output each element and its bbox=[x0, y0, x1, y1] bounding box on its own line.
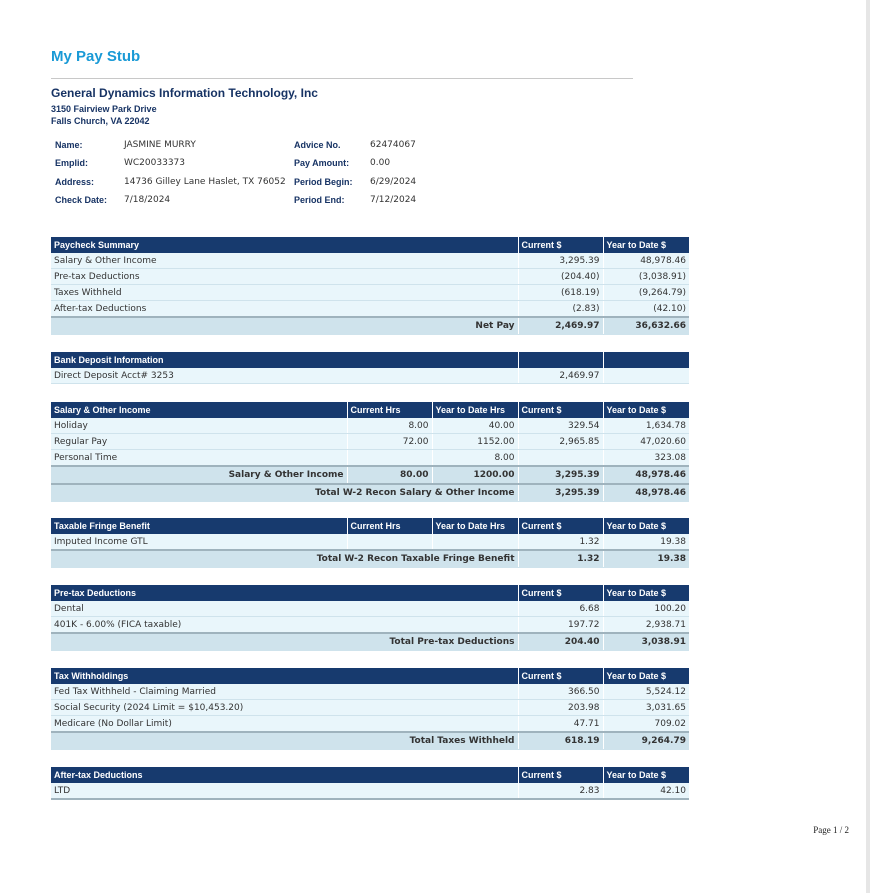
table-header bbox=[51, 585, 689, 601]
row-label: Salary & Other Income bbox=[51, 253, 518, 269]
total-ytd: 9,264.79 bbox=[603, 732, 689, 750]
row-label: Social Security (2024 Limit = $10,453.20) bbox=[51, 700, 518, 716]
current-amount bbox=[518, 450, 603, 467]
column-header: Current $ bbox=[518, 402, 603, 418]
total-current: 204.40 bbox=[518, 633, 603, 651]
current-amount: (2.83) bbox=[518, 301, 603, 318]
page-number: Page 1 / 2 bbox=[813, 825, 849, 835]
column-header: Current $ bbox=[518, 585, 603, 601]
table-header bbox=[51, 352, 689, 368]
table-row bbox=[51, 700, 689, 716]
ytd-hours bbox=[432, 534, 518, 550]
ytd-amount: 48,978.46 bbox=[603, 253, 689, 269]
total-ytd: 3,038.91 bbox=[603, 633, 689, 651]
paycheck-summary-table bbox=[51, 237, 689, 335]
column-header: Current Hrs bbox=[347, 402, 432, 418]
total-label: Total Taxes Withheld bbox=[51, 732, 518, 750]
current-amount: 2,965.85 bbox=[518, 434, 603, 450]
table-header bbox=[51, 668, 689, 684]
employee-address: 14736 Gilley Lane Haslet, TX 76052 bbox=[124, 177, 286, 187]
current-hours bbox=[347, 450, 432, 467]
fringe-benefit-table bbox=[51, 518, 689, 568]
period-end: 7/12/2024 bbox=[370, 195, 417, 205]
column-header: Current $ bbox=[518, 668, 603, 684]
ytd-amount: 1,634.78 bbox=[603, 418, 689, 434]
table-row bbox=[51, 601, 689, 617]
total-current-hours: 80.00 bbox=[347, 466, 432, 484]
total-current: 3,295.39 bbox=[518, 466, 603, 484]
check-date: 7/18/2024 bbox=[124, 195, 171, 205]
ytd-amount: (3,038.91) bbox=[603, 269, 689, 285]
window-edge bbox=[866, 0, 870, 893]
column-header: Year to Date $ bbox=[603, 402, 689, 418]
check-date-label: Check Date: bbox=[55, 195, 108, 205]
total-current: 2,469.97 bbox=[518, 317, 603, 335]
total-current: 3,295.39 bbox=[518, 484, 603, 502]
column-header: Pre-tax Deductions bbox=[51, 585, 518, 601]
net-pay-total-row bbox=[51, 317, 689, 335]
column-header: Year to Date $ bbox=[603, 767, 689, 783]
fringe-total-row bbox=[51, 550, 689, 568]
company-name: General Dynamics Information Technology, Inc bbox=[51, 86, 318, 100]
row-label: Medicare (No Dollar Limit) bbox=[51, 716, 518, 733]
table-row bbox=[51, 716, 689, 733]
ytd-amount: 42.10 bbox=[603, 783, 689, 799]
column-header: Year to Date $ bbox=[603, 518, 689, 534]
total-label: Total Pre-tax Deductions bbox=[51, 633, 518, 651]
table-row bbox=[51, 418, 689, 434]
total-ytd: 36,632.66 bbox=[603, 317, 689, 335]
table-row bbox=[51, 783, 689, 799]
table-row bbox=[51, 534, 689, 550]
current-amount: 47.71 bbox=[518, 716, 603, 733]
column-header: Year to Date $ bbox=[603, 585, 689, 601]
row-label: Regular Pay bbox=[51, 434, 347, 450]
company-address-line2: Falls Church, VA 22042 bbox=[51, 116, 150, 126]
ytd-hours: 8.00 bbox=[432, 450, 518, 467]
total-label: Salary & Other Income bbox=[51, 466, 347, 484]
current-amount: (618.19) bbox=[518, 285, 603, 301]
current-hours: 8.00 bbox=[347, 418, 432, 434]
tax-withholdings-table bbox=[51, 668, 689, 750]
current-amount: 1.32 bbox=[518, 534, 603, 550]
total-current: 1.32 bbox=[518, 550, 603, 568]
deposit-amount: 2,469.97 bbox=[518, 368, 603, 384]
income-total-row bbox=[51, 466, 689, 484]
column-header: Year to Date $ bbox=[603, 668, 689, 684]
aftertax-deductions-table bbox=[51, 767, 689, 800]
table-row bbox=[51, 434, 689, 450]
table-row bbox=[51, 285, 689, 301]
w2-recon-total-row bbox=[51, 484, 689, 502]
column-header: Year to Date $ bbox=[603, 237, 689, 253]
table-row bbox=[51, 301, 689, 318]
period-begin-label: Period Begin: bbox=[294, 177, 353, 187]
total-ytd: 48,978.46 bbox=[603, 466, 689, 484]
row-label: Taxes Withheld bbox=[51, 285, 518, 301]
row-label: Fed Tax Withheld - Claiming Married bbox=[51, 684, 518, 700]
period-end-label: Period End: bbox=[294, 195, 345, 205]
address-label: Address: bbox=[55, 177, 95, 187]
column-header: Salary & Other Income bbox=[51, 402, 347, 418]
column-header: Year to Date Hrs bbox=[432, 402, 518, 418]
column-header: After-tax Deductions bbox=[51, 767, 518, 783]
pretax-total-row bbox=[51, 633, 689, 651]
period-begin: 6/29/2024 bbox=[370, 177, 417, 187]
salary-income-table bbox=[51, 402, 689, 502]
column-header: Bank Deposit Information bbox=[51, 352, 518, 368]
table-row bbox=[51, 617, 689, 634]
current-hours bbox=[347, 534, 432, 550]
column-header: Current Hrs bbox=[347, 518, 432, 534]
advice-label: Advice No. bbox=[294, 140, 341, 150]
advice-number: 62474067 bbox=[370, 140, 416, 150]
company-address-line1: 3150 Fairview Park Drive bbox=[51, 104, 157, 114]
current-amount: 197.72 bbox=[518, 617, 603, 634]
pretax-deductions-table bbox=[51, 585, 689, 651]
row-label: Holiday bbox=[51, 418, 347, 434]
title-divider bbox=[51, 78, 633, 79]
ytd-amount: 5,524.12 bbox=[603, 684, 689, 700]
current-amount: 2.83 bbox=[518, 783, 603, 799]
current-amount: 3,295.39 bbox=[518, 253, 603, 269]
ytd-amount: 100.20 bbox=[603, 601, 689, 617]
employee-name: JASMINE MURRY bbox=[124, 140, 196, 150]
row-label: Imputed Income GTL bbox=[51, 534, 347, 550]
ytd-hours: 1152.00 bbox=[432, 434, 518, 450]
current-amount: 366.50 bbox=[518, 684, 603, 700]
column-header: Current $ bbox=[518, 518, 603, 534]
current-amount: 203.98 bbox=[518, 700, 603, 716]
total-ytd: 19.38 bbox=[603, 550, 689, 568]
row-label: Pre-tax Deductions bbox=[51, 269, 518, 285]
ytd-amount: 19.38 bbox=[603, 534, 689, 550]
table-header bbox=[51, 237, 689, 253]
column-header: Taxable Fringe Benefit bbox=[51, 518, 347, 534]
row-label: Dental bbox=[51, 601, 518, 617]
table-row bbox=[51, 269, 689, 285]
column-header: Paycheck Summary bbox=[51, 237, 518, 253]
row-label: Personal Time bbox=[51, 450, 347, 467]
column-header: Tax Withholdings bbox=[51, 668, 518, 684]
column-header bbox=[518, 352, 603, 368]
total-ytd: 48,978.46 bbox=[603, 484, 689, 502]
current-amount: 6.68 bbox=[518, 601, 603, 617]
table-header bbox=[51, 402, 689, 418]
row-label: 401K - 6.00% (FICA taxable) bbox=[51, 617, 518, 634]
ytd-amount: 709.02 bbox=[603, 716, 689, 733]
pay-amount-label: Pay Amount: bbox=[294, 158, 350, 168]
current-amount: (204.40) bbox=[518, 269, 603, 285]
table-header bbox=[51, 767, 689, 783]
total-ytd-hours: 1200.00 bbox=[432, 466, 518, 484]
total-current: 618.19 bbox=[518, 732, 603, 750]
ytd-hours: 40.00 bbox=[432, 418, 518, 434]
table-row bbox=[51, 684, 689, 700]
row-label: LTD bbox=[51, 783, 518, 799]
table-header bbox=[51, 518, 689, 534]
row-label: Direct Deposit Acct# 3253 bbox=[51, 368, 518, 384]
column-header bbox=[603, 352, 689, 368]
row-label: After-tax Deductions bbox=[51, 301, 518, 318]
total-label: Total W-2 Recon Taxable Fringe Benefit bbox=[51, 550, 518, 568]
employee-id: WC20033373 bbox=[124, 158, 185, 168]
tax-total-row bbox=[51, 732, 689, 750]
ytd-amount: 47,020.60 bbox=[603, 434, 689, 450]
ytd-amount: (9,264.79) bbox=[603, 285, 689, 301]
table-row bbox=[51, 368, 689, 384]
ytd-amount: 323.08 bbox=[603, 450, 689, 467]
ytd-amount: (42.10) bbox=[603, 301, 689, 318]
column-header: Year to Date Hrs bbox=[432, 518, 518, 534]
bank-deposit-table bbox=[51, 352, 689, 384]
empty-cell bbox=[603, 368, 689, 384]
column-header: Current $ bbox=[518, 237, 603, 253]
table-row bbox=[51, 450, 689, 467]
ytd-amount: 2,938.71 bbox=[603, 617, 689, 634]
pay-amount: 0.00 bbox=[370, 158, 391, 168]
total-label: Net Pay bbox=[51, 317, 518, 335]
current-hours: 72.00 bbox=[347, 434, 432, 450]
ytd-amount: 3,031.65 bbox=[603, 700, 689, 716]
table-row bbox=[51, 253, 689, 269]
page-title: My Pay Stub bbox=[51, 48, 141, 65]
name-label: Name: bbox=[55, 140, 83, 150]
column-header: Current $ bbox=[518, 767, 603, 783]
total-label: Total W-2 Recon Salary & Other Income bbox=[51, 484, 518, 502]
current-amount: 329.54 bbox=[518, 418, 603, 434]
emplid-label: Emplid: bbox=[55, 158, 88, 168]
